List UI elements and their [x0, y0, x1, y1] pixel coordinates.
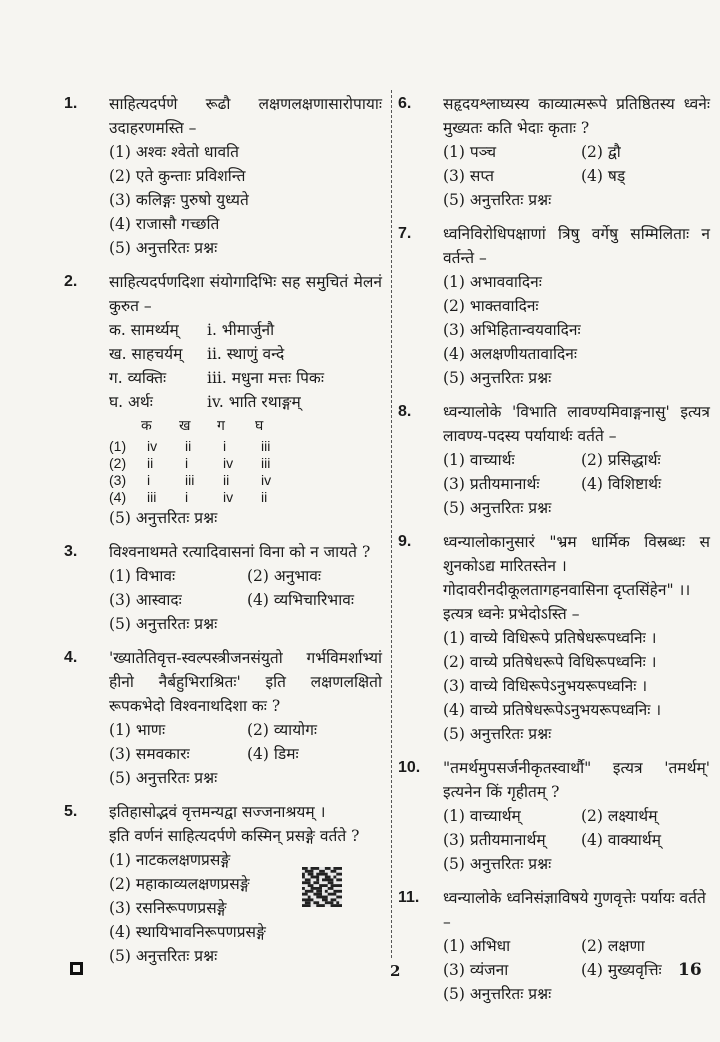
- code-row: [109, 489, 382, 506]
- option: (4) वाक्यार्थम्: [581, 831, 661, 849]
- option: (5) अनुत्तरितः प्रश्नः: [443, 191, 552, 209]
- right-column: [398, 92, 710, 1006]
- code-cell: iii: [185, 472, 195, 488]
- option: (5) अनुत्तरितः प्रश्नः: [443, 985, 552, 1003]
- option: (2) व्यायोगः: [247, 721, 318, 739]
- option: (1) वाच्यार्थः: [443, 451, 515, 469]
- option-grid: [443, 140, 710, 188]
- option: (5) अनुत्तरितः प्रश्नः: [109, 509, 218, 527]
- question-stem-line-1: इतिहासोद्भवं वृत्तमन्यद्वा सज्जनाश्रयम् ।: [109, 803, 326, 821]
- question-9: [398, 530, 710, 746]
- option: (4) स्थायिभावनिरूपणप्रसङ्गे: [109, 923, 266, 941]
- question-number: 8.: [398, 403, 412, 420]
- question-number: 4.: [64, 649, 78, 666]
- question-stem: "तमर्थमुपसर्जनीकृतस्वार्थौ" इत्यत्र 'तमर्थम्' इत्यनेन किं गृहीतम् ?: [443, 759, 710, 801]
- code-row: [109, 438, 382, 455]
- match-right: iv. भाति रथाङ्गम्: [207, 393, 301, 411]
- code-col-label: ख: [179, 418, 191, 434]
- question-number: 10.: [398, 759, 421, 776]
- option: (3) व्यंजना: [443, 961, 509, 979]
- code-cell: iii: [261, 438, 271, 454]
- code-row: [109, 455, 382, 472]
- option: (5) अनुत्तरितः प्रश्नः: [443, 369, 552, 387]
- option: (3) आस्वादः: [109, 591, 182, 609]
- question-stem: ध्वन्यालोके ध्वनिसंज्ञाविषये गुणवृत्तेः पर्यायः वर्तते –: [443, 889, 706, 931]
- question-10: [398, 756, 710, 876]
- code-cell: i: [147, 472, 151, 488]
- option: (4) वाच्ये प्रतिषेधरूपेऽनुभयरूपध्वनिः ।: [443, 701, 662, 719]
- code-cell: iii: [261, 455, 271, 471]
- question-number: 11.: [398, 889, 420, 906]
- match-row: [109, 342, 382, 366]
- code-cell: iv: [223, 455, 234, 471]
- question-number: 5.: [64, 803, 78, 820]
- option: (3) रसनिरूपणप्रसङ्गे: [109, 899, 227, 917]
- question-stem-line-2: इति वर्णनं साहित्यदर्पणे कस्मिन् प्रसङ्गे वर्तते ?: [109, 827, 360, 845]
- option: (3) अभिहितान्वयवादिनः: [443, 321, 581, 339]
- option: (1) अभाववादिनः: [443, 273, 542, 291]
- code-row: [109, 472, 382, 489]
- code-cell: i: [185, 489, 189, 505]
- code-cell: (4): [109, 489, 127, 505]
- match-row: [109, 366, 382, 390]
- option: (4) मुख्यवृत्तिः: [581, 961, 662, 979]
- code-cell: ii: [261, 489, 268, 505]
- match-left: क. सामर्थ्यम्: [109, 321, 179, 339]
- question-stem-line-3: इत्यत्र ध्वनेः प्रभेदोऽस्ति –: [443, 605, 580, 623]
- option: (3) वाच्ये विधिरूपेऽनुभयरूपध्वनिः ।: [443, 677, 648, 695]
- option: (2) लक्ष्यार्थम्: [581, 807, 658, 825]
- question-stem: सहृदयश्लाघ्यस्य काव्यात्मरूपे प्रतिष्ठितस्य ध्वनेः मुख्यतः कति भेदाः कृताः ?: [443, 95, 710, 137]
- match-row: [109, 318, 382, 342]
- code-cell: (1): [109, 438, 127, 454]
- question-6: [398, 92, 710, 212]
- option: (1) नाटकलक्षणप्रसङ्गे: [109, 851, 231, 869]
- code-header: [109, 414, 382, 438]
- option: (3) सप्त: [443, 167, 494, 185]
- code-col-label: क: [141, 418, 152, 434]
- option-grid: [109, 564, 382, 612]
- code-cell: i: [223, 438, 227, 454]
- code-col-label: ग: [217, 418, 225, 434]
- option: (2) एते कुन्ताः प्रविशन्ति: [109, 167, 246, 185]
- question-3: [64, 540, 382, 636]
- question-1: [64, 92, 382, 260]
- code-cell: (3): [109, 472, 127, 488]
- match-right: iii. मधुना मत्तः पिकः: [207, 369, 324, 387]
- option: (2) द्वौ: [581, 143, 621, 161]
- question-number: 1.: [64, 95, 78, 112]
- option: (4) विशिष्टार्थः: [581, 475, 662, 493]
- question-stem: साहित्यदर्पणे रूढौ लक्षणलक्षणासारोपायाः उदाहरणमस्ति –: [109, 95, 382, 137]
- question-stem: 'ख्यातेतिवृत्त-स्वल्पस्त्रीजनसंयुतो गर्भविमर्शाभ्यां हीनो नैर्बहुभिराश्रितः' इति लक्षणलक्षितो रूपकभेदो विश्वनाथदिशा कः ?: [109, 649, 382, 715]
- question-number: 2.: [64, 273, 78, 290]
- option: (1) भाणः: [109, 721, 166, 739]
- match-row: [109, 390, 382, 414]
- question-stem: ध्वनिविरोधिपक्षाणां त्रिषु वर्गेषु सम्मिलिताः न वर्तन्ते –: [443, 225, 710, 267]
- square-marker-icon: [70, 962, 83, 975]
- option-grid: [443, 934, 710, 982]
- option: (1) वाच्यार्थम्: [443, 807, 521, 825]
- question-number: 7.: [398, 225, 412, 242]
- question-stem: विश्वनाथमते रत्यादिवासनां विना को न जायते ?: [109, 543, 371, 561]
- question-2: [64, 270, 382, 530]
- option: (5) अनुत्तरितः प्रश्नः: [443, 499, 552, 517]
- option: (4) षड्: [581, 167, 626, 185]
- code-cell: i: [185, 455, 189, 471]
- qr-code-icon: [301, 867, 343, 907]
- option: (2) भाक्तवादिनः: [443, 297, 539, 315]
- sheet-number: 16: [678, 960, 702, 980]
- option: (5) अनुत्तरितः प्रश्नः: [443, 855, 552, 873]
- option: (2) लक्षणा: [581, 937, 645, 955]
- question-stem-line-2: गोदावरीनदीकूलतागहनवासिना दृप्तसिंहेन" ।।: [443, 581, 691, 599]
- option: (4) डिमः: [247, 745, 299, 763]
- question-8: [398, 400, 710, 520]
- code-cell: ii: [147, 455, 154, 471]
- option: (2) वाच्ये प्रतिषेधरूपे विधिरूपध्वनिः ।: [443, 653, 657, 671]
- code-cell: ii: [223, 472, 230, 488]
- option: (3) कलिङ्गः पुरुषो युध्यते: [109, 191, 249, 209]
- code-cell: iv: [261, 472, 272, 488]
- option: (2) अनुभावः: [247, 567, 321, 585]
- option: (3) समवकारः: [109, 745, 190, 763]
- question-7: [398, 222, 710, 390]
- option-grid: [443, 448, 710, 496]
- option-grid: [109, 718, 382, 766]
- code-cell: (2): [109, 455, 127, 471]
- code-col-label: घ: [255, 418, 264, 434]
- option: (5) अनुत्तरितः प्रश्नः: [109, 615, 218, 633]
- match-right: i. भीमार्जुनौ: [207, 321, 275, 339]
- question-11: [398, 886, 710, 1006]
- match-left: ग. व्यक्तिः: [109, 369, 167, 387]
- option: (5) अनुत्तरितः प्रश्नः: [109, 239, 218, 257]
- option: (2) प्रसिद्धार्थः: [581, 451, 661, 469]
- question-number: 6.: [398, 95, 412, 112]
- option: (5) अनुत्तरितः प्रश्नः: [109, 769, 218, 787]
- code-cell: iv: [223, 489, 234, 505]
- option: (1) अभिधा: [443, 937, 511, 955]
- match-left: ख. साहचर्यम्: [109, 345, 183, 363]
- option: (1) पञ्च: [443, 143, 497, 161]
- match-left: घ. अर्थः: [109, 393, 153, 411]
- match-right: ii. स्थाणुं वन्दे: [207, 345, 285, 363]
- code-cell: iv: [147, 438, 158, 454]
- question-stem: साहित्यदर्पणदिशा संयोगादिभिः सह समुचितं मेलनं कुरुत –: [109, 273, 382, 315]
- left-column: [64, 92, 382, 968]
- option: (1) अश्वः श्वेतो धावति: [109, 143, 239, 161]
- option: (3) प्रतीयमानार्थः: [443, 475, 540, 493]
- option: (4) व्यभिचारिभावः: [247, 591, 354, 609]
- page-number: 2: [390, 962, 401, 980]
- option: (4) राजासौ गच्छति: [109, 215, 220, 233]
- question-4: [64, 646, 382, 790]
- code-cell: ii: [185, 438, 192, 454]
- question-stem: ध्वन्यालोके 'विभाति लावण्यमिवाङ्गनासु' इत्यत्र लावण्य-पदस्य पर्यायार्थः वर्तते –: [443, 403, 710, 445]
- option: (1) वाच्ये विधिरूपे प्रतिषेधरूपध्वनिः ।: [443, 629, 657, 647]
- option-grid: [443, 804, 710, 852]
- question-number: 3.: [64, 543, 78, 560]
- option: (2) महाकाव्यलक्षणप्रसङ्गे: [109, 875, 250, 893]
- option: (3) प्रतीयमानार्थम्: [443, 831, 546, 849]
- option: (5) अनुत्तरितः प्रश्नः: [443, 725, 552, 743]
- option: (5) अनुत्तरितः प्रश्नः: [109, 947, 218, 965]
- question-number: 9.: [398, 533, 412, 550]
- code-cell: iii: [147, 489, 157, 505]
- option: (1) विभावः: [109, 567, 176, 585]
- column-divider: [391, 90, 392, 958]
- question-stem-line-1: ध्वन्यालोकानुसारं "भ्रम धार्मिक विस्रब्धः स शुनकोऽद्य मारितस्तेन ।: [443, 533, 710, 575]
- option: (4) अलक्षणीयतावादिनः: [443, 345, 578, 363]
